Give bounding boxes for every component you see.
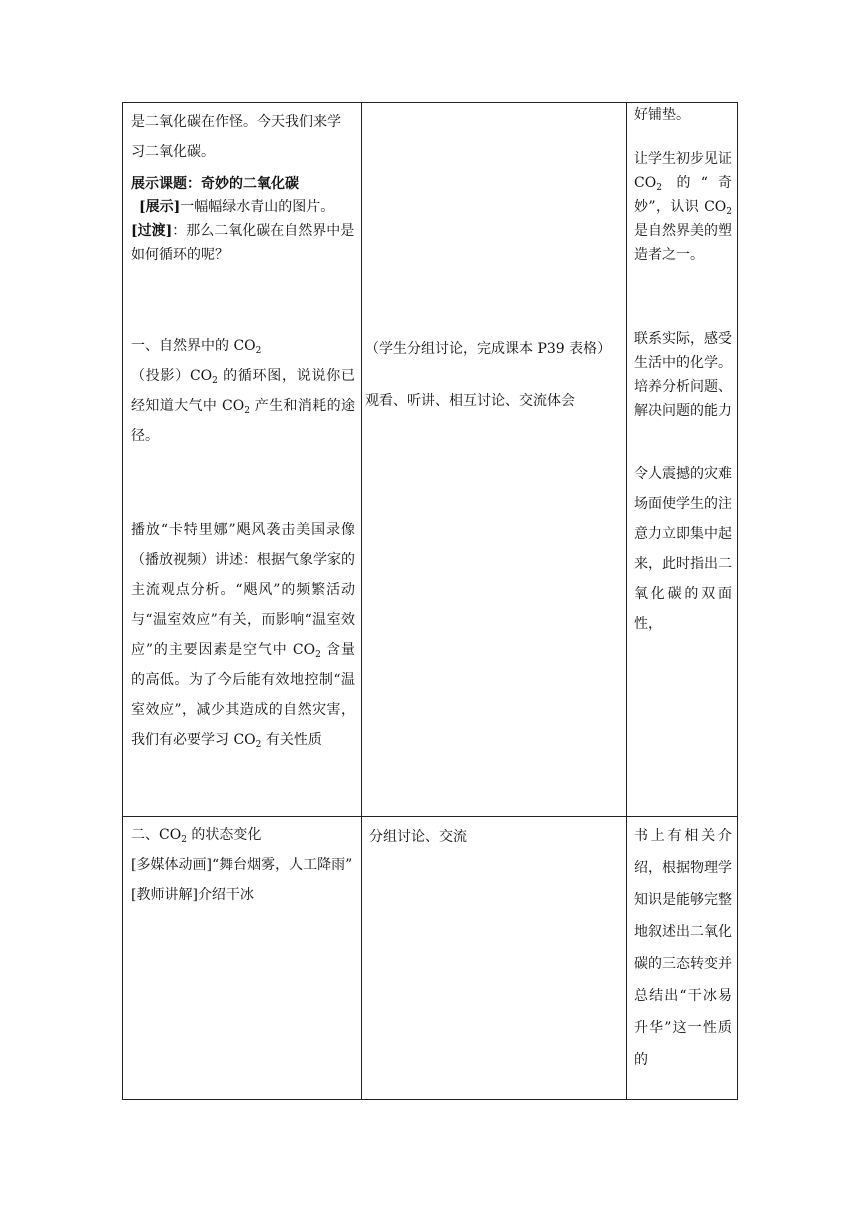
intent-text-b: 的“奇妙”，认识 CO	[634, 175, 732, 215]
column-divider	[361, 103, 362, 1099]
subscript: 2	[255, 740, 262, 750]
intent-text-c: 是自然界美的塑造者之一。	[634, 223, 732, 263]
row1-design-intent-cell	[634, 103, 732, 639]
row2-note-text: 书上有相关介绍，根据物理学知识是能够完整地叙述出二氧化碳的三态转变并总结出“干冰易升华”这一性质的	[634, 828, 732, 1068]
section-one-text: 一、自然界中的 CO	[131, 338, 256, 354]
video-text-c: 有关性质	[261, 732, 322, 748]
row-divider	[123, 816, 737, 817]
projection-text-a: （投影）CO	[131, 368, 213, 384]
row1-student-activity-cell	[365, 337, 623, 413]
media-tag: [多媒体动画]	[131, 857, 212, 873]
intro-text-line1: 是二氧化碳在作怪。今天我们来学	[131, 114, 341, 130]
row2-teacher-activity-cell	[131, 820, 355, 910]
section-one-heading	[131, 331, 355, 361]
subscript: 2	[726, 207, 732, 217]
connect-text: 联系实际，感受生活中的化学。培养分析问题、解决问题的能力	[634, 331, 732, 419]
subscript: 2	[255, 346, 262, 356]
intent-text-a: 让学生初步见证 CO	[634, 151, 732, 191]
teacher-step	[131, 880, 355, 910]
transition-text: ：那么二氧化碳在自然界中是如何循环的呢？	[131, 223, 355, 263]
subscript: 2	[244, 406, 250, 416]
media-text: “舞台烟雾，人工降雨”	[211, 857, 353, 873]
intent-text	[634, 147, 732, 267]
show-step	[131, 195, 355, 219]
projection-text-b: 的循环图，说说你已经知道大气中 CO	[131, 368, 355, 414]
group-discussion-text: （学生分组讨论，完成课本 P39 表格）	[365, 341, 612, 357]
subscript: 2	[315, 650, 321, 660]
subscript: 2	[212, 376, 218, 386]
teacher-text: 介绍干冰	[197, 887, 254, 903]
prep-text: 好铺垫。	[634, 107, 690, 123]
media-step	[131, 850, 355, 880]
subscript: 2	[656, 183, 662, 193]
column-divider	[626, 103, 627, 1099]
subscript: 2	[181, 835, 187, 845]
section-two-text-b: 的状态变化	[186, 827, 262, 843]
transition-step	[131, 219, 355, 267]
lesson-topic: 展示课题：奇妙的二氧化碳	[131, 176, 299, 192]
lesson-plan-table	[122, 102, 738, 1100]
video-text-b: 含量的高低。为了今后能有效地控制“温室效应”，减少其造成的自然灾害，我们有必要学习 CO	[131, 642, 356, 748]
projection-text	[131, 361, 355, 451]
show-text: 一幅幅绿水青山的图片。	[180, 199, 335, 215]
intro-text-line2: 习二氧化碳。	[131, 144, 215, 160]
activity-text: 分组讨论、交流	[369, 829, 467, 845]
section-two-heading	[131, 820, 355, 850]
section-two-text-a: 二、CO	[131, 827, 182, 843]
row2-design-intent-cell	[634, 820, 732, 1076]
teacher-tag: [教师讲解]	[131, 887, 198, 903]
transition-tag: [过渡]	[131, 223, 173, 239]
projection-text-c: 产生和消耗的途径。	[131, 398, 356, 444]
row1-teacher-activity-cell	[131, 107, 355, 755]
video-text-a: 播放“卡特里娜”飓风袭击美国录像（播放视频）讲述：根据气象学家的主流观点分析。“飓风”的频繁活动与“温室效应”有关，而影响“温室效应”的主要因素是空气中 CO	[131, 522, 355, 658]
shock-text: 令人震撼的灾难场面使学生的注意力立即集中起来，此时指出二氧化碳的双面性，	[634, 466, 732, 632]
watch-discuss-text: 观看、听讲、相互讨论、交流体会	[365, 393, 575, 409]
show-tag: [展示]	[139, 199, 181, 215]
row2-student-activity-cell	[369, 825, 619, 849]
video-narration	[131, 515, 355, 755]
